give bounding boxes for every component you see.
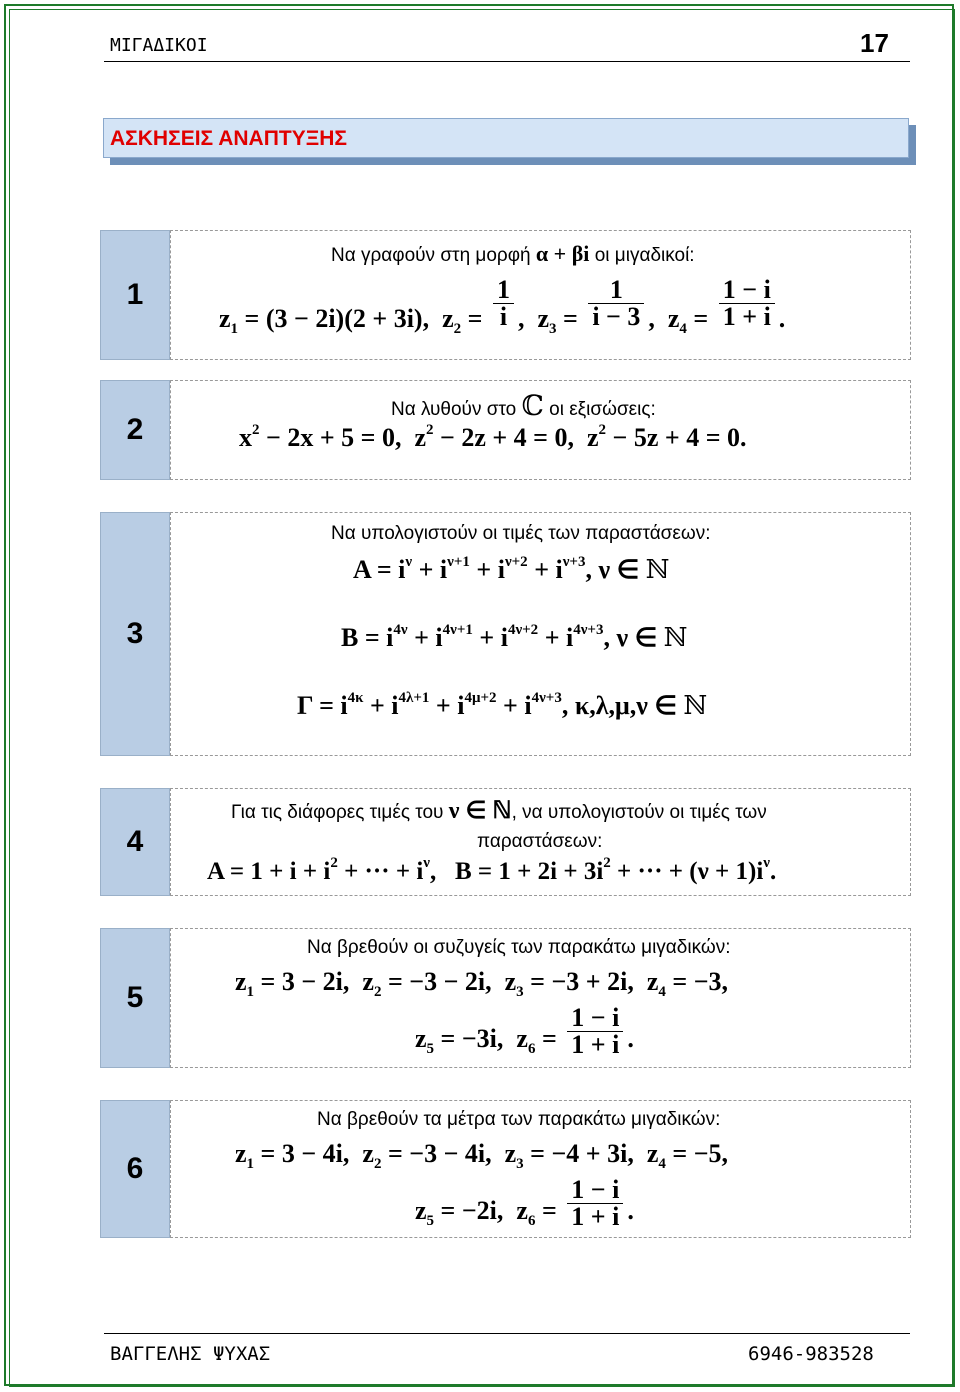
page-number: 17 — [860, 28, 889, 58]
exercise-1-formula: $z_1 = (3 - 2i)(2 + 3i)$, $z_2$ = $\frac{1}{i}$ , $z_3$ = $\frac{1}{i - 3}$ , $z_4$ = $\frac{1 - i}{1 + i}$ . — [219, 275, 786, 338]
header-title: ΜΙΓΑΔΙΚΟΙ — [110, 35, 208, 56]
exercise-box-4 — [170, 788, 911, 896]
exercise-2-formula: $x^2 - 2x + 5 = 0$, $z^2 - 2z + 4 = 0$, $z^2 - 5z + 4 = 0$. — [239, 422, 747, 452]
exercise-5-formula-a: $z_1 = 3 - 2i$, $z_2 = -3 - 2i$, $z_3 = -3 + 2i$, $z_4 = -3$, — [235, 967, 729, 1000]
exercise-2-prompt: Να λυθούν στο ℂ οι εξισώσεις: — [391, 389, 656, 422]
exercise-6-formula-a: $z_1 = 3 - 4i$, $z_2 = -3 - 4i$, $z_3 = -4 + 3i$, $z_4 = -5$, — [235, 1139, 729, 1172]
exercise-number-3: 3 — [100, 512, 170, 756]
section-title-text: ΑΣΚΗΣΕΙΣ ΑΝΑΠΤΥΞΗΣ — [110, 127, 347, 150]
exercise-box-5 — [170, 928, 911, 1068]
section-title — [103, 118, 909, 158]
exercise-box-3 — [170, 512, 911, 756]
exercise-3-prompt: Να υπολογιστούν οι τιμές των παραστάσεων: — [331, 523, 711, 544]
exercise-6-formula-b: $z_5 = -2i$, $z_6$ = $\frac{1 - i}{1 + i}$ . — [415, 1175, 634, 1231]
footer-author: ΒΑΓΓΕΛΗΣ ΨΥΧΑΣ — [110, 1343, 271, 1365]
footer-rule — [104, 1333, 910, 1334]
exercise-number-6: 6 — [100, 1100, 170, 1238]
exercise-number-4: 4 — [100, 788, 170, 896]
exercise-6-prompt: Να βρεθούν τα μέτρα των παρακάτω μιγαδικών: — [317, 1109, 721, 1130]
exercise-number-2: 2 — [100, 380, 170, 480]
exercise-number-1: 1 — [100, 230, 170, 360]
exercise-5-formula-b: $z_5 = -3i$, $z_6$ = $\frac{1 - i}{1 + i}$ . — [415, 1003, 634, 1059]
exercise-3-formula-a: $A = i^\nu + i^{\nu+1} + i^{\nu+2} + i^{\nu+3}$, ν ∈ ℕ — [353, 554, 670, 585]
exercise-number-5: 5 — [100, 928, 170, 1068]
exercise-1-prompt: Να γραφούν στη μορφή α + βi οι μιγαδικοί: — [331, 241, 695, 266]
exercise-3-formula-c: $\Gamma = i^{4\kappa} + i^{4\lambda+1} + i^{4\mu+2} + i^{4\nu+3}$, κ,λ,μ,ν ∈ ℕ — [297, 690, 708, 721]
exercise-3-formula-b: $B = i^{4\nu} + i^{4\nu+1} + i^{4\nu+2} + i^{4\nu+3}$, ν ∈ ℕ — [341, 622, 688, 653]
exercise-5-prompt: Να βρεθούν οι συζυγείς των παρακάτω μιγαδικών: — [307, 937, 731, 958]
exercise-box-2 — [170, 380, 911, 480]
exercise-4-formula: $A = 1 + i + i^2$ + ··· + $i^\nu$, $B = 1 + 2i + 3i^2$ + ··· + $(\nu + 1)i^\nu$. — [207, 855, 777, 885]
exercise-box-6 — [170, 1100, 911, 1238]
exercise-4-prompt: Για τις διάφορες τιμές του ν ∈ ℕ, να υπολογιστούν οι τιμές των — [231, 798, 767, 824]
exercise-4-prompt-line2: παραστάσεων: — [477, 831, 603, 852]
header-rule — [104, 61, 910, 62]
exercise-box-1 — [170, 230, 911, 360]
footer-phone: 6946-983528 — [748, 1343, 874, 1365]
